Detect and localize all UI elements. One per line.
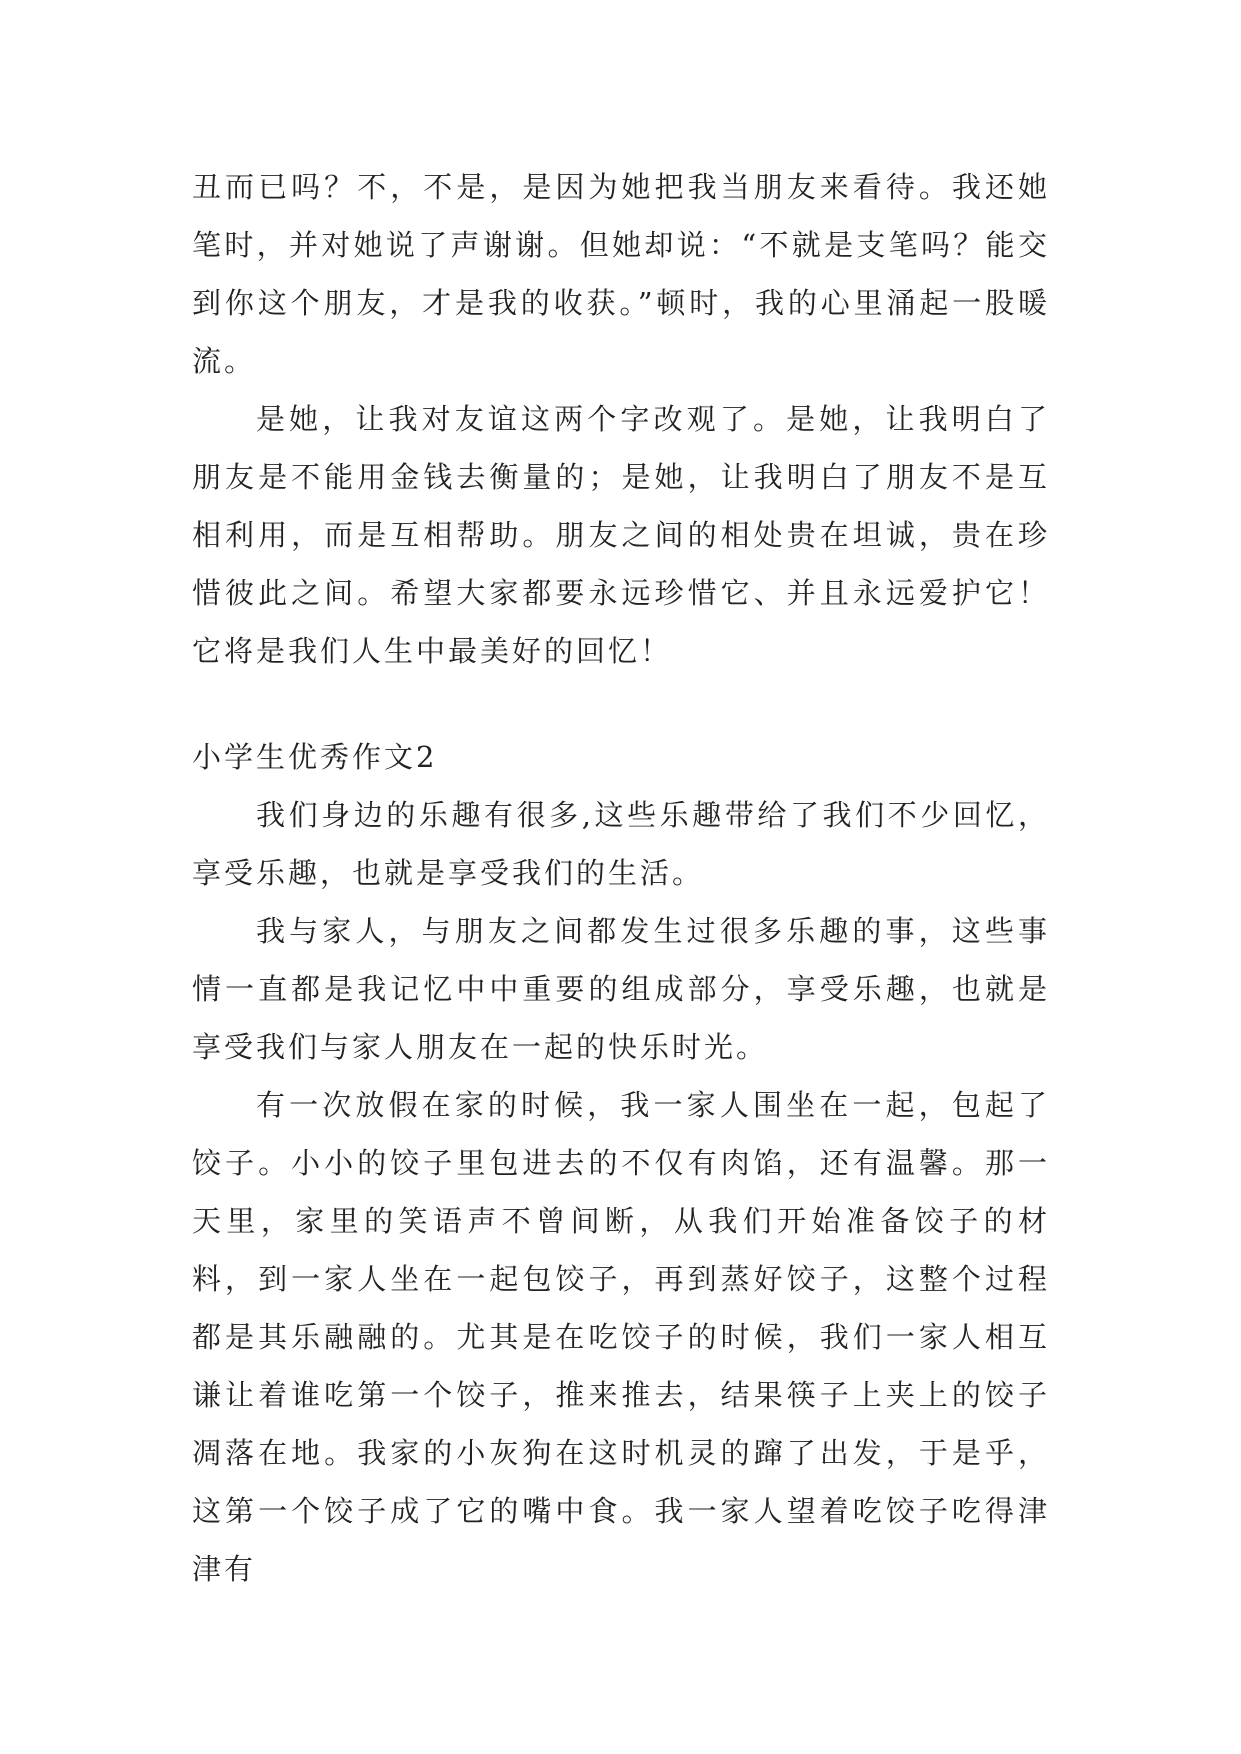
paragraph-family-friends: 我与家人，与朋友之间都发生过很多乐趣的事，这些事情一直都是我记忆中中重要的组成部分，享受乐趣，也就是享受我们与家人朋友在一起的快乐时光。 xyxy=(192,914,1050,1064)
paragraph-fun-intro: 我们身边的乐趣有很多,这些乐趣带给了我们不少回忆，享受乐趣，也就是享受我们的生活。 xyxy=(192,798,1050,890)
paragraph-friendship-reflection: 是她，让我对友谊这两个字改观了。是她，让我明白了朋友是不能用金钱去衡量的；是她，让我明白了朋友不是互相利用，而是互相帮助。朋友之间的相处贵在坦诚，贵在珍惜彼此之间。希望大家都要永远珍惜它、并且永远爱护它！它将是我们人生中最美好的回忆！ xyxy=(192,402,1050,668)
document-page xyxy=(192,158,1050,1598)
paragraph-continuation: 丑而已吗？不，不是，是因为她把我当朋友来看待。我还她笔时，并对她说了声谢谢。但她却说：“不就是支笔吗？能交到你这个朋友，才是我的收获。”顿时，我的心里涌起一股暖流。 xyxy=(192,170,1050,378)
section-title: 小学生优秀作文2 xyxy=(192,740,438,774)
paragraph-dumplings-story: 有一次放假在家的时候，我一家人围坐在一起，包起了饺子。小小的饺子里包进去的不仅有肉馅，还有温馨。那一天里，家里的笑语声不曾间断，从我们开始准备饺子的材料，到一家人坐在一起包饺子，再到蒸好饺子，这整个过程都是其乐融融的。尤其是在吃饺子的时候，我们一家人相互谦让着谁吃第一个饺子，推来推去，结果筷子上夹上的饺子凋落在地。我家的小灰狗在这时机灵的蹿了出发，于是乎，这第一个饺子成了它的嘴中食。我一家人望着吃饺子吃得津津有 xyxy=(192,1088,1050,1586)
